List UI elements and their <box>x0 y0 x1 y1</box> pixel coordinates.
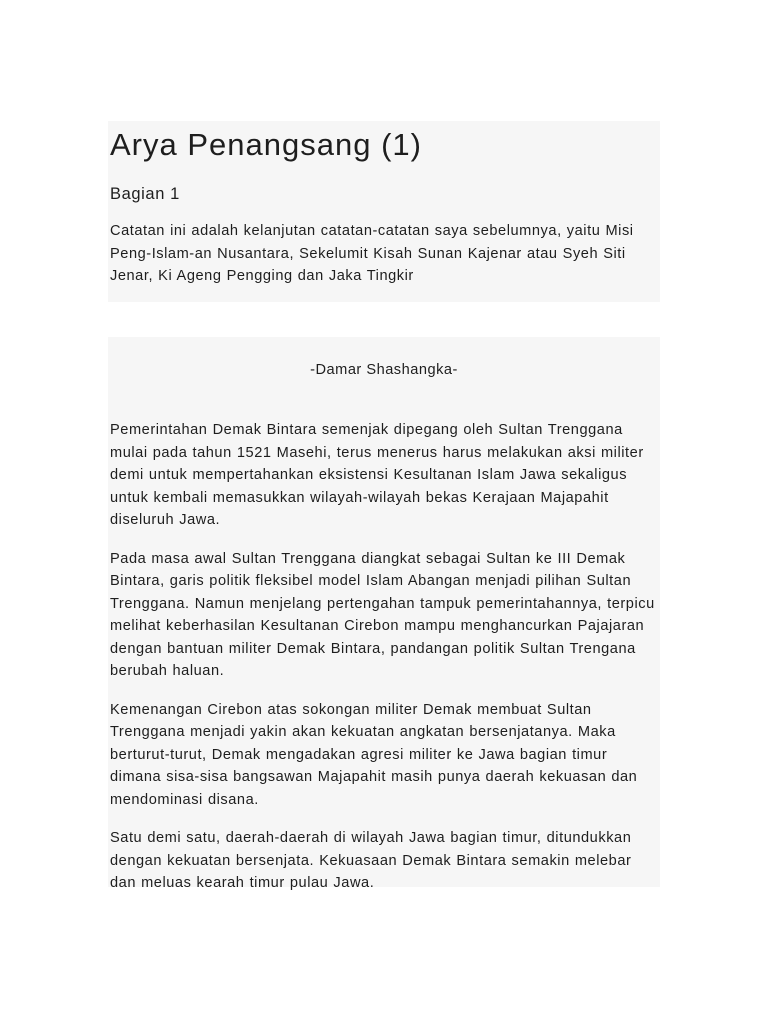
intro-paragraph: Catatan ini adalah kelanjutan catatan-catatan saya sebelumnya, yaitu Misi Peng-Islam-an Nusantara, Sekelumit Kisah Sunan Kajenar atau Syeh Siti Jenar, Ki Ageng Pengging dan Jaka Tingkir <box>110 223 634 284</box>
section-subtitle: Bagian 1 <box>110 185 180 203</box>
page-title: Arya Penangsang (1) <box>110 127 422 162</box>
body-paragraph: Kemenangan Cirebon atas sokongan militer Demak membuat Sultan Trenggana menjadi yakin akan kekuatan angkatan bersenjatanya. Maka berturut-turut, Demak mengadakan agresi militer ke Jawa bagian timur dimana sisa-sisa bangsawan Majapahit masih punya daerah kekuasan dan mendominasi disana. <box>110 701 638 808</box>
author-byline: -Damar Shashangka- <box>310 362 458 378</box>
article-body <box>110 419 656 911</box>
body-paragraph: Pemerintahan Demak Bintara semenjak dipegang oleh Sultan Trenggana mulai pada tahun 1521 Masehi, terus menerus harus melakukan aksi militer demi untuk mempertahankan eksistensi Kesultanan Islam Jawa sekaligus untuk kembali memasukkan wilayah-wilayah bekas Kerajaan Majapahit diseluruh Jawa. <box>110 422 644 528</box>
body-paragraph: Pada masa awal Sultan Trenggana diangkat sebagai Sultan ke III Demak Bintara, garis politik fleksibel model Islam Abangan menjadi pilihan Sultan Trenggana. Namun menjelang pertengahan tampuk pemerintahannya, terpicu melihat keberhasilan Kesultanan Cirebon mampu menghancurkan Pajajaran dengan bantuan militer Demak Bintara, pandangan politik Sultan Trengana berubah haluan. <box>110 550 655 679</box>
body-paragraph: Satu demi satu, daerah-daerah di wilayah Jawa bagian timur, ditundukkan dengan kekuatan bersenjata. Kekuasaan Demak Bintara semakin melebar dan meluas kearah timur pulau Jawa. <box>110 830 632 891</box>
article-block <box>108 337 660 891</box>
header-block <box>108 121 660 302</box>
